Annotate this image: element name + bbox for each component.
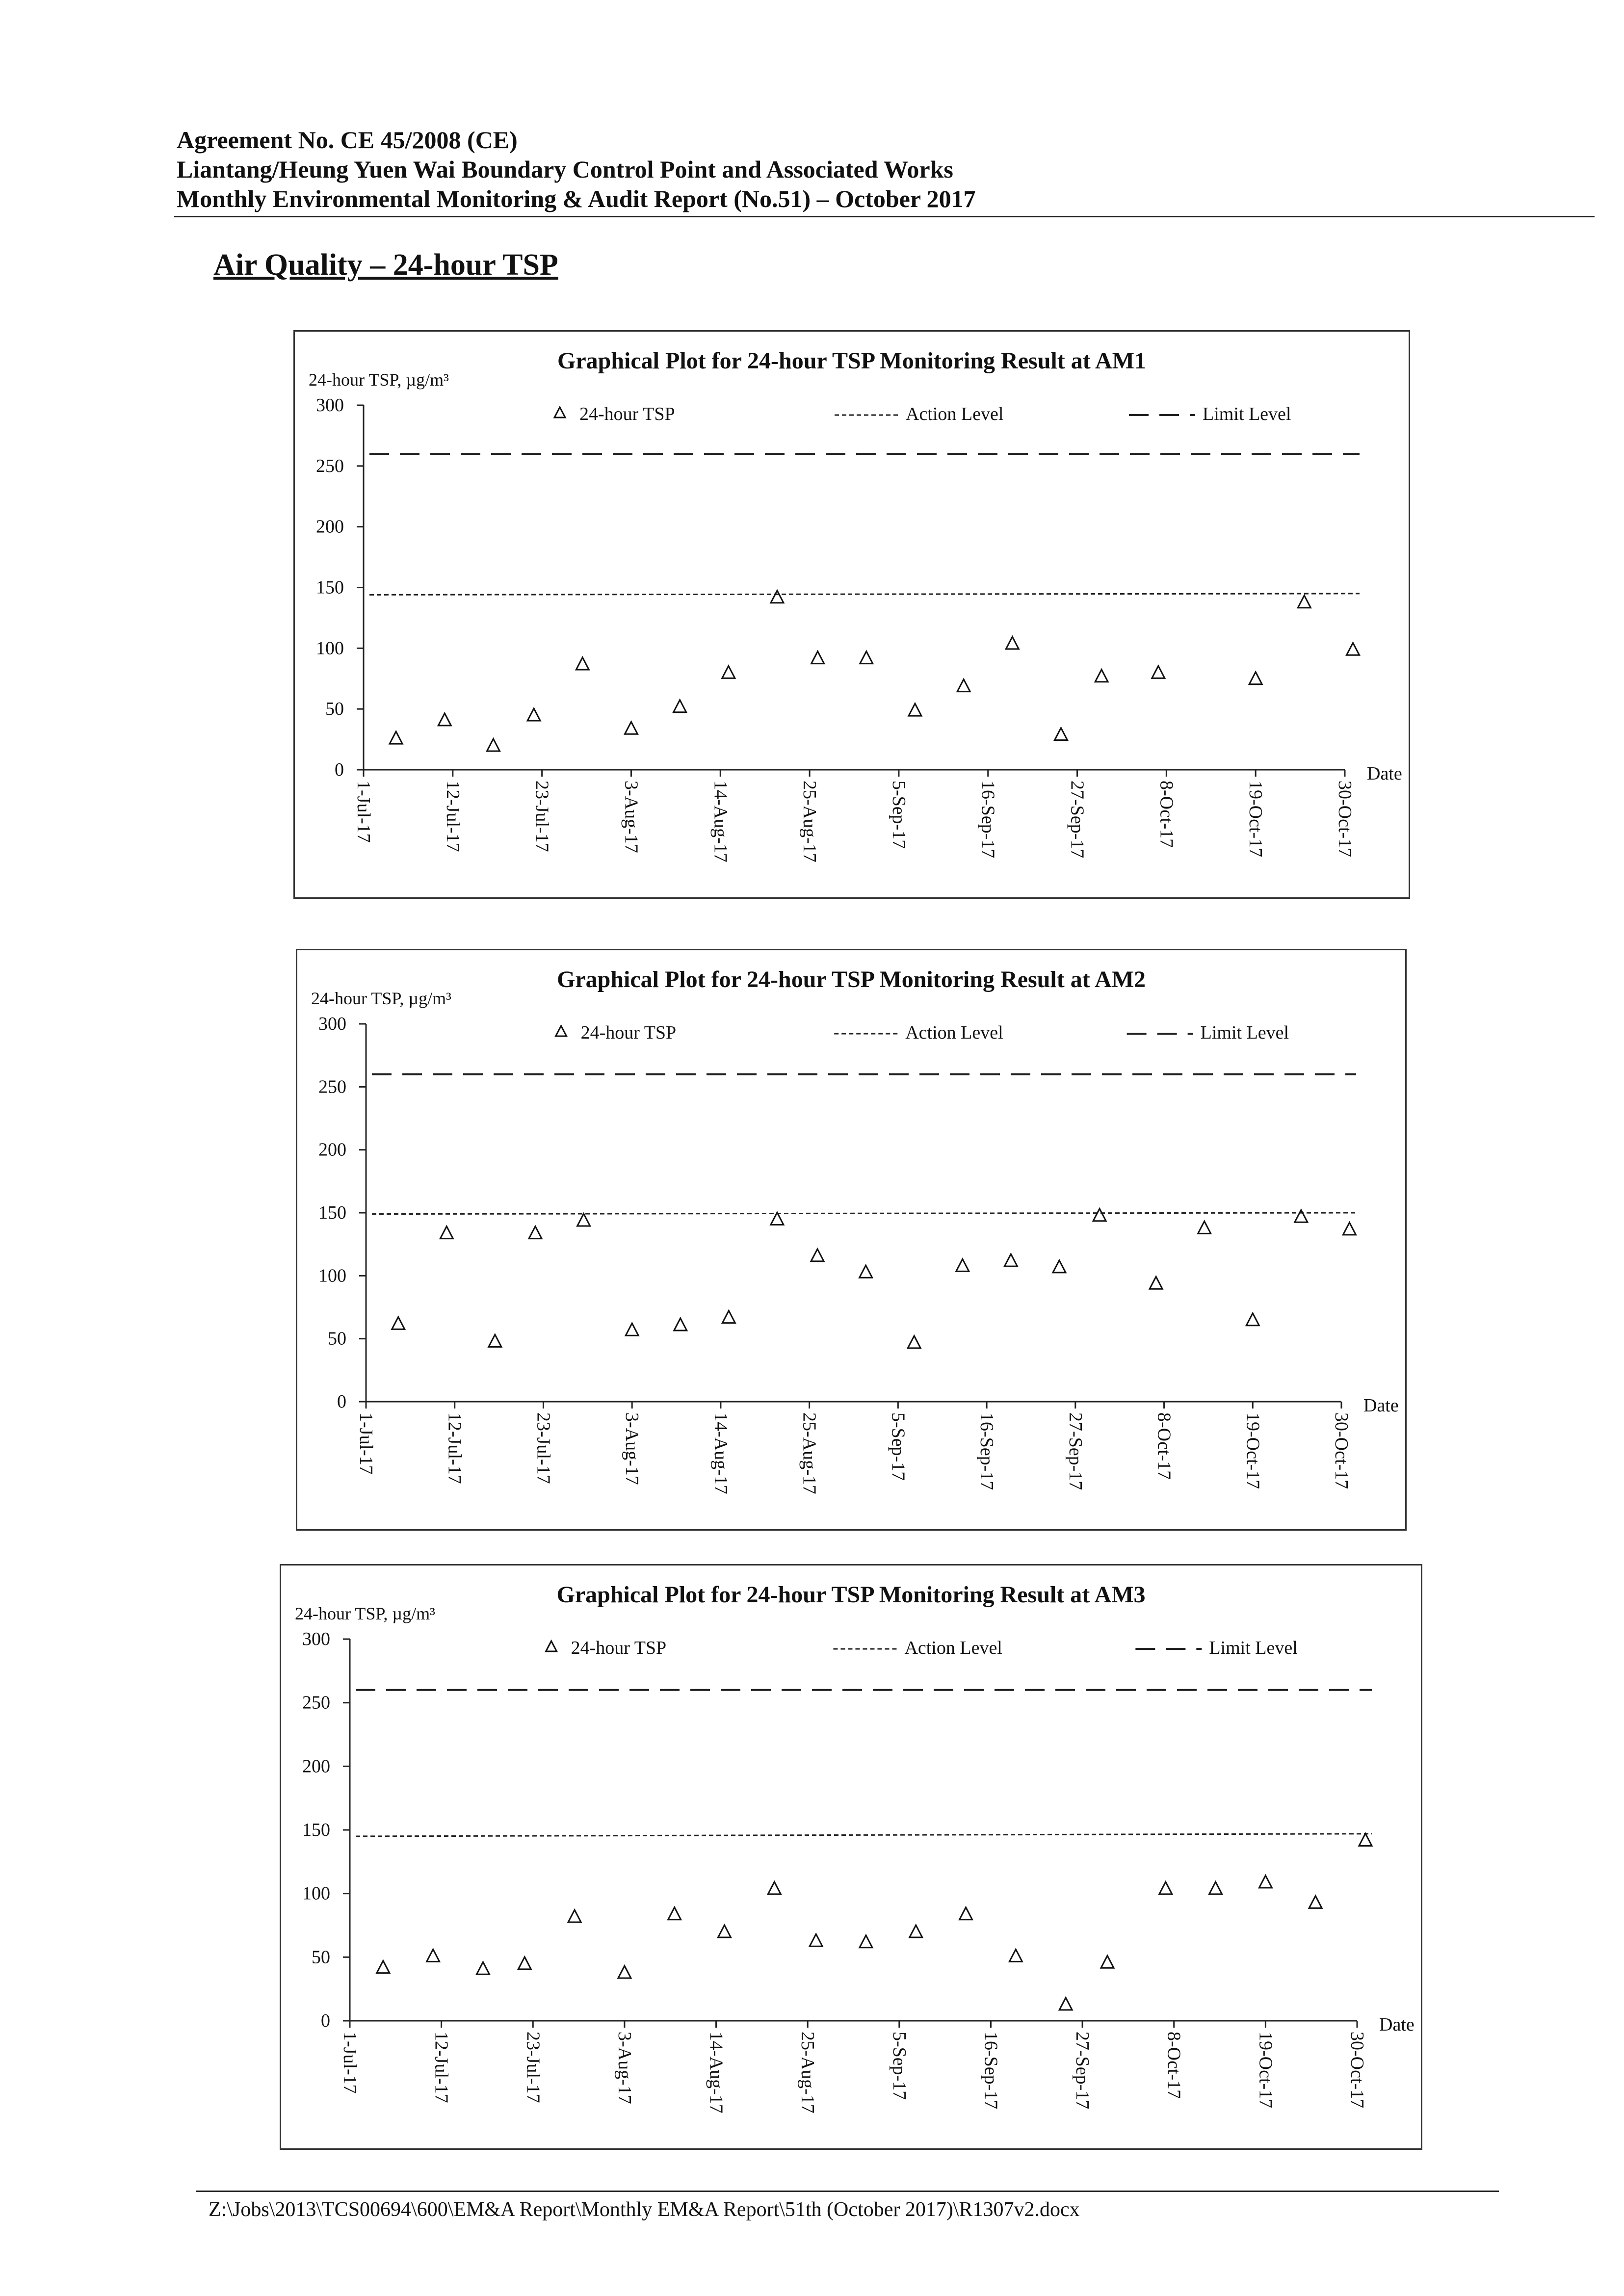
header-divider xyxy=(174,216,1595,217)
y-tick-label: 150 xyxy=(318,1202,346,1223)
data-point xyxy=(1053,1260,1066,1273)
y-tick-label: 300 xyxy=(318,1014,346,1034)
y-tick-label: 150 xyxy=(302,1820,330,1840)
data-point xyxy=(1093,1209,1106,1221)
data-point xyxy=(1309,1896,1322,1908)
data-point xyxy=(1004,1254,1017,1266)
legend-label-tsp: 24-hour TSP xyxy=(579,404,675,424)
data-point xyxy=(487,739,499,751)
legend-label-tsp: 24-hour TSP xyxy=(580,1022,677,1043)
data-point xyxy=(476,1962,489,1974)
data-point xyxy=(1152,666,1165,678)
data-point xyxy=(1343,1223,1356,1235)
x-tick-label: 1-Jul-17 xyxy=(340,2032,360,2094)
section-title: Air Quality – 24-hour TSP xyxy=(213,248,558,282)
chart-title: Graphical Plot for 24-hour TSP Monitoring Result at AM3 xyxy=(556,1582,1146,1608)
data-point xyxy=(489,1334,501,1347)
data-point xyxy=(718,1925,731,1937)
data-point xyxy=(440,1226,453,1239)
x-tick-label: 14-Aug-17 xyxy=(710,1412,731,1494)
agreement-number: Agreement No. CE 45/2008 (CE) xyxy=(177,126,518,154)
action-level-line xyxy=(369,594,1360,595)
data-point xyxy=(1295,1210,1308,1222)
y-tick-label: 0 xyxy=(321,2010,330,2031)
x-tick-label: 27-Sep-17 xyxy=(1072,2032,1093,2110)
data-point xyxy=(438,713,451,726)
chart-title: Graphical Plot for 24-hour TSP Monitoring Result at AM2 xyxy=(556,966,1146,992)
data-point xyxy=(1209,1882,1222,1894)
x-tick-label: 30-Oct-17 xyxy=(1347,2032,1367,2109)
x-tick-label: 25-Aug-17 xyxy=(797,2032,818,2113)
data-point xyxy=(956,1259,969,1271)
legend-triangle-marker xyxy=(556,1026,567,1036)
file-path-footer: Z:\Jobs\2013\TCS00694\600\EM&A Report\Monthly EM&A Report\51th (October 2017)\R1307v2.docx xyxy=(209,2198,1080,2221)
y-tick-label: 300 xyxy=(302,1629,330,1649)
data-point xyxy=(527,708,540,721)
x-tick-label: 12-Jul-17 xyxy=(442,781,463,852)
footer-divider xyxy=(196,2191,1499,2192)
data-point xyxy=(1298,596,1310,608)
data-point xyxy=(392,1317,405,1329)
data-point xyxy=(1054,728,1067,740)
legend-label-action: Action Level xyxy=(906,404,1004,424)
x-tick-label: 19-Oct-17 xyxy=(1242,1412,1263,1489)
data-point xyxy=(1095,670,1108,682)
x-tick-label: 14-Aug-17 xyxy=(710,781,731,862)
legend-label-limit: Limit Level xyxy=(1203,404,1291,424)
data-point xyxy=(568,1910,581,1922)
data-point xyxy=(577,1214,590,1226)
data-point xyxy=(427,1949,440,1961)
y-tick-label: 0 xyxy=(335,759,344,780)
chart-am2 xyxy=(296,949,1407,1531)
y-tick-label: 0 xyxy=(337,1391,346,1412)
y-tick-label: 200 xyxy=(316,516,344,537)
project-title: Liantang/Heung Yuen Wai Boundary Control Point and Associated Works xyxy=(177,156,953,183)
x-tick-label: 8-Oct-17 xyxy=(1163,2032,1184,2099)
data-point xyxy=(618,1966,631,1978)
data-point xyxy=(1347,643,1360,655)
chart-title: Graphical Plot for 24-hour TSP Monitoring Result at AM1 xyxy=(557,348,1147,374)
x-tick-label: 16-Sep-17 xyxy=(976,1412,997,1490)
y-tick-label: 50 xyxy=(312,1947,330,1968)
x-tick-label: 3-Aug-17 xyxy=(614,2032,635,2104)
data-point xyxy=(390,731,402,744)
x-tick-label: 8-Oct-17 xyxy=(1156,781,1177,848)
x-tick-label: 25-Aug-17 xyxy=(799,781,820,862)
x-tick-label: 23-Jul-17 xyxy=(533,1412,554,1484)
y-tick-label: 100 xyxy=(316,638,344,659)
y-tick-label: 250 xyxy=(318,1076,346,1097)
data-point xyxy=(668,1907,681,1920)
data-point xyxy=(576,657,589,670)
x-tick-label: 1-Jul-17 xyxy=(353,781,374,843)
x-tick-label: 3-Aug-17 xyxy=(622,1412,643,1485)
action-level-line xyxy=(356,1834,1372,1836)
x-tick-label: 3-Aug-17 xyxy=(621,781,642,853)
x-tick-label: 23-Jul-17 xyxy=(531,781,552,852)
legend-label-tsp: 24-hour TSP xyxy=(571,1638,667,1658)
data-point xyxy=(860,652,873,664)
data-point xyxy=(529,1226,542,1239)
legend-label-action: Action Level xyxy=(904,1638,1002,1658)
action-level-line xyxy=(372,1213,1356,1214)
data-point xyxy=(1259,1876,1272,1888)
data-point xyxy=(1150,1277,1162,1289)
x-tick-label: 5-Sep-17 xyxy=(888,1412,909,1481)
y-tick-label: 200 xyxy=(302,1756,330,1777)
x-tick-label: 5-Sep-17 xyxy=(888,781,909,849)
y-tick-label: 50 xyxy=(325,699,344,720)
x-axis-label: Date xyxy=(1379,2014,1414,2035)
data-point xyxy=(810,1934,822,1946)
x-tick-label: 12-Jul-17 xyxy=(444,1412,465,1484)
data-point xyxy=(722,1311,735,1323)
data-point xyxy=(908,1336,920,1348)
y-tick-label: 300 xyxy=(316,395,344,416)
x-tick-label: 5-Sep-17 xyxy=(889,2032,910,2100)
legend-label-limit: Limit Level xyxy=(1209,1638,1298,1658)
data-point xyxy=(768,1882,781,1894)
chart-svg xyxy=(297,950,1405,1529)
x-tick-label: 19-Oct-17 xyxy=(1245,781,1266,858)
y-tick-label: 100 xyxy=(318,1265,346,1286)
x-axis-label: Date xyxy=(1363,1395,1399,1416)
x-axis-label: Date xyxy=(1367,763,1402,784)
data-point xyxy=(1249,672,1262,684)
legend-label-action: Action Level xyxy=(905,1022,1003,1043)
data-point xyxy=(1359,1833,1372,1846)
x-tick-label: 30-Oct-17 xyxy=(1335,781,1355,858)
data-point xyxy=(771,591,784,603)
data-point xyxy=(1059,1998,1072,2010)
x-tick-label: 16-Sep-17 xyxy=(980,2032,1001,2110)
x-tick-label: 27-Sep-17 xyxy=(1065,1412,1086,1490)
data-point xyxy=(960,1907,972,1920)
data-point xyxy=(909,704,921,716)
data-point xyxy=(626,1323,638,1335)
y-tick-label: 250 xyxy=(302,1692,330,1713)
data-point xyxy=(722,666,735,678)
data-point xyxy=(812,652,824,664)
y-tick-label: 50 xyxy=(328,1328,346,1349)
x-tick-label: 23-Jul-17 xyxy=(523,2032,544,2103)
data-point xyxy=(377,1961,390,1973)
y-tick-label: 200 xyxy=(318,1139,346,1160)
legend-triangle-marker xyxy=(546,1641,557,1651)
data-point xyxy=(771,1212,784,1225)
y-axis-label: 24-hour TSP, µg/m³ xyxy=(309,370,449,390)
data-point xyxy=(860,1265,872,1278)
data-point xyxy=(1009,1949,1022,1961)
data-point xyxy=(1246,1313,1259,1326)
x-tick-label: 8-Oct-17 xyxy=(1153,1412,1175,1480)
data-point xyxy=(860,1935,872,1948)
legend-label-limit: Limit Level xyxy=(1200,1022,1289,1043)
data-point xyxy=(1159,1882,1172,1894)
data-point xyxy=(811,1249,824,1261)
data-point xyxy=(674,700,686,712)
x-tick-label: 1-Jul-17 xyxy=(356,1412,376,1475)
y-tick-label: 150 xyxy=(316,577,344,598)
data-point xyxy=(674,1318,687,1331)
data-point xyxy=(910,1925,922,1937)
data-point xyxy=(1198,1221,1211,1233)
y-axis-label: 24-hour TSP, µg/m³ xyxy=(295,1604,435,1623)
x-tick-label: 27-Sep-17 xyxy=(1067,781,1088,859)
chart-am1 xyxy=(293,330,1410,899)
chart-am3 xyxy=(280,1564,1422,2150)
data-point xyxy=(957,679,970,692)
x-tick-label: 12-Jul-17 xyxy=(431,2032,452,2103)
x-tick-label: 25-Aug-17 xyxy=(799,1412,820,1494)
report-header xyxy=(177,125,1595,213)
y-tick-label: 250 xyxy=(316,455,344,476)
report-title: Monthly Environmental Monitoring & Audit Report (No.51) – October 2017 xyxy=(177,185,976,212)
data-point xyxy=(1006,637,1019,649)
chart-svg xyxy=(281,1565,1421,2148)
x-tick-label: 14-Aug-17 xyxy=(706,2032,727,2113)
y-tick-label: 100 xyxy=(302,1883,330,1904)
x-tick-label: 16-Sep-17 xyxy=(977,781,998,859)
legend-triangle-marker xyxy=(554,407,565,417)
data-point xyxy=(1101,1956,1114,1968)
y-axis-label: 24-hour TSP, µg/m³ xyxy=(311,989,451,1008)
x-tick-label: 30-Oct-17 xyxy=(1331,1412,1352,1489)
x-tick-label: 19-Oct-17 xyxy=(1255,2032,1276,2109)
data-point xyxy=(625,722,637,734)
chart-svg xyxy=(295,332,1409,897)
data-point xyxy=(518,1957,531,1969)
